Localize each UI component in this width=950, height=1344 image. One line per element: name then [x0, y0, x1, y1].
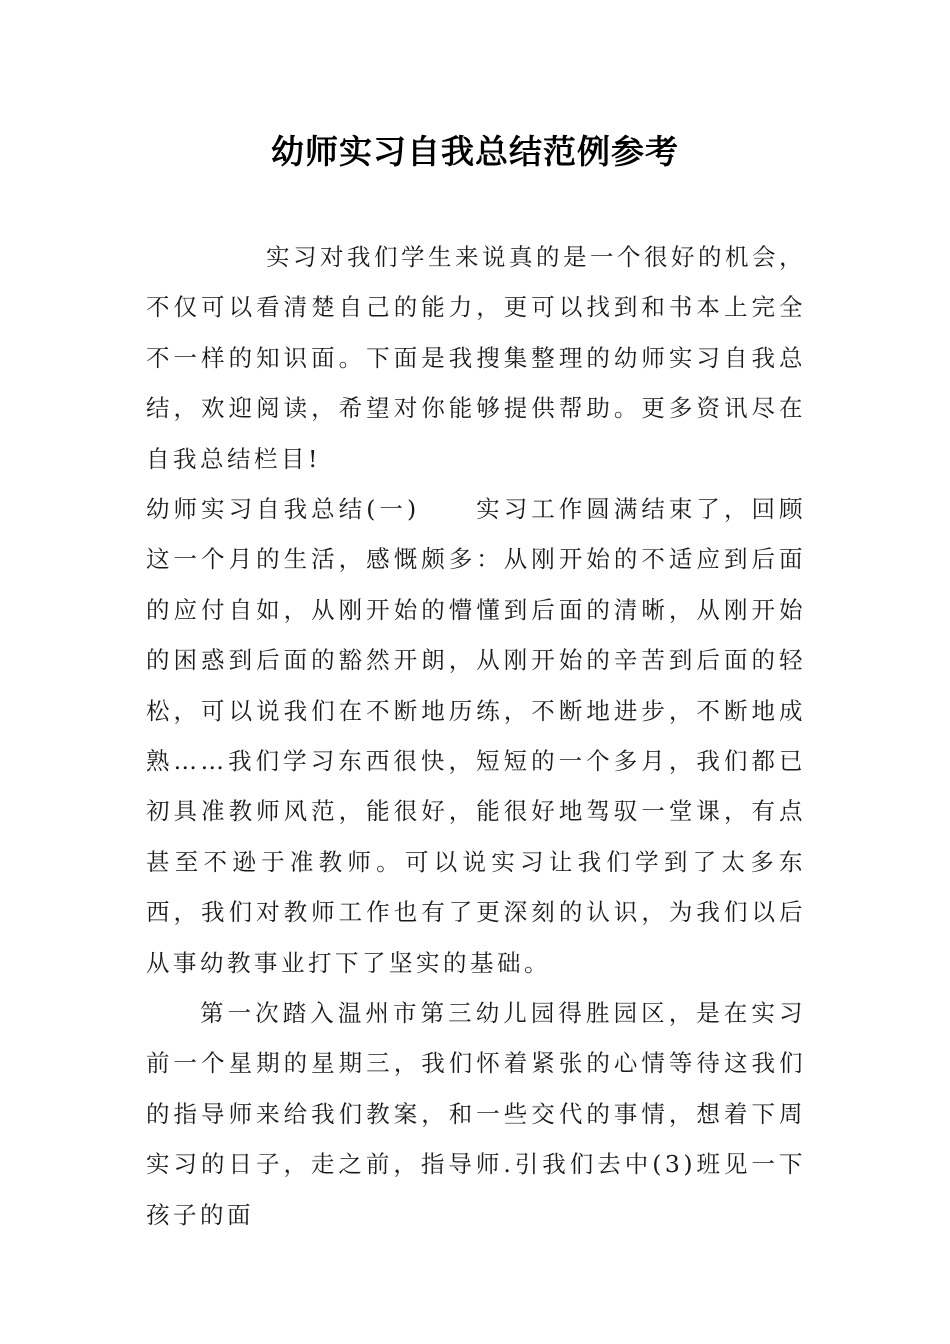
intro-paragraph: 实习对我们学生来说真的是一个很好的机会，不仅可以看清楚自己的能力，更可以找到和书本上完全不一样的知识面。下面是我搜集整理的幼师实习自我总结，欢迎阅读，希望对你能够提供帮助。更多资讯尽在自我总结栏目!: [146, 243, 806, 473]
section-1-paragraph-2: 第一次踏入温州市第三幼儿园得胜园区，是在实习前一个星期的星期三，我们怀着紧张的心情等待这我们的指导师来给我们教案，和一些交代的事情，想着下周实习的日子，走之前，指导师.引我们去中(3)班见一下孩子的面: [146, 999, 806, 1229]
section-1-body: 实习工作圆满结束了，回顾这一个月的生活，感慨颇多：从刚开始的不适应到后面的应付自如，从刚开始的懵懂到后面的清晰，从刚开始的困惑到后面的豁然开朗，从刚开始的辛苦到后面的轻松，可以说我们在不断地历练，不断地进步，不断地成熟……我们学习东西很快，短短的一个多月，我们都已初具准教师风范，能很好，能很好地驾驭一堂课，有点甚至不逊于准教师。可以说实习让我们学到了太多东西，我们对教师工作也有了更深刻的认识，为我们以后从事幼教事业打下了坚实的基础。: [146, 495, 806, 977]
section-1-heading: 幼师实习自我总结(一): [146, 495, 420, 523]
section-1-paragraph: [146, 484, 806, 988]
document-title: 幼师实习自我总结范例参考: [271, 132, 679, 171]
